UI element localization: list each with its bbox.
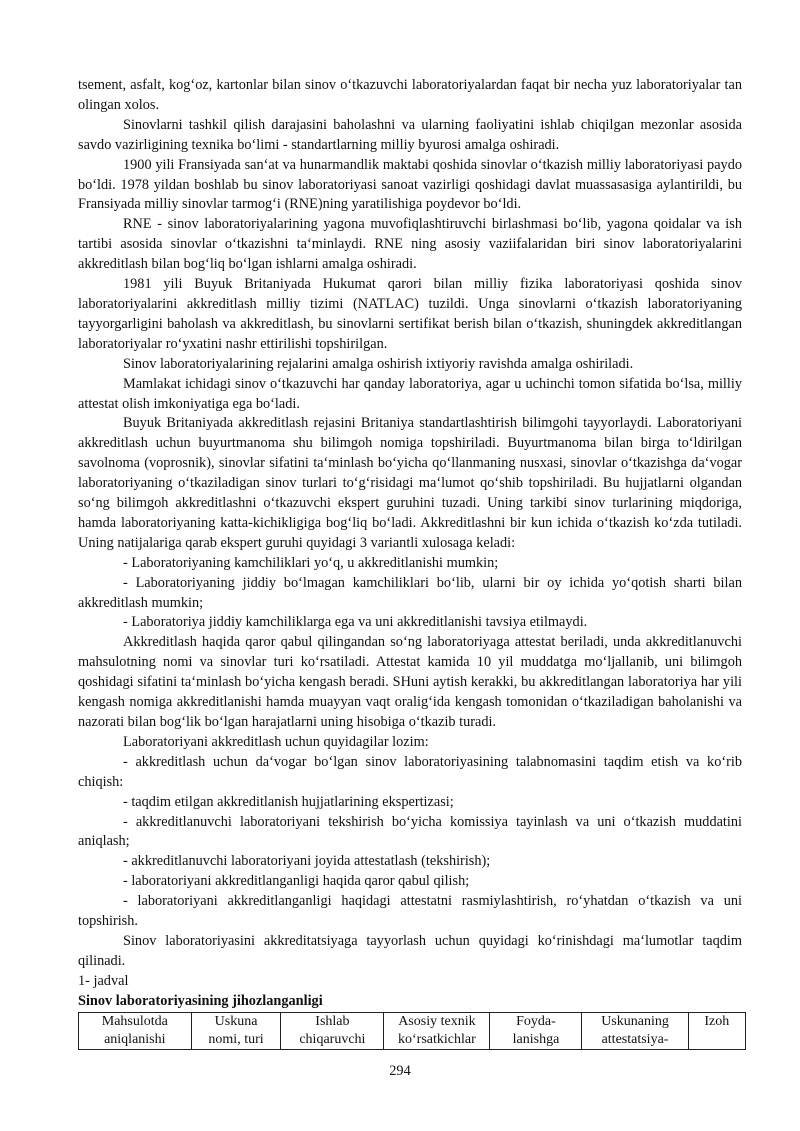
header-line: Asosiy texnik [398, 1013, 476, 1029]
header-line: chiqaruvchi [299, 1031, 366, 1047]
list-item: - Laboratoriyaning kamchiliklari yo‘q, u akkreditlanishi mumkin; [123, 554, 499, 571]
header-line: Ishlab [315, 1013, 350, 1029]
header-line: ko‘rsatkichlar [398, 1031, 476, 1047]
header-line: attestatsiya- [601, 1031, 669, 1047]
header-line: Mahsulotda [101, 1013, 168, 1029]
paragraph: Sinovlarni tashkil qilish darajasini baholashni va ularning faoliyatini ishlab chiqilgan mezonlar asosida savdo vazirligining texnika bo‘limi - standartlarning milliy byurosi amalga oshiradi. [78, 116, 742, 153]
paragraph: tsement, asfalt, kog‘oz, kartonlar bilan sinov o‘tkazuvchi laboratoriyalardan faqat bir necha yuz laboratoriyalar tan olingan xolos. [78, 77, 742, 113]
header-line: Uskuna [214, 1013, 258, 1029]
list-item: - Laboratoriyaning jiddiy bo‘lmagan kamchiliklari bo‘lib, ularni bir oy ichida yo‘qotish sharti bilan akkreditlash mumkin; [78, 574, 742, 611]
paragraph: RNE - sinov laboratoriyalarining yagona muvofiqlashtiruvchi birlashmasi bo‘lib, yagona qoidalar va ish tartibi asosida sinovlar o‘tkazishni ta‘minlaydi. RNE ning asosiy vaziifalaridan biri sinov laboratoriyalarini akkreditlash bilan bog‘liq bo‘lgan ishlarni amalga oshiradi. [78, 216, 742, 273]
paragraph: 1981 yili Buyuk Britaniyada Hukumat qarori bilan milliy fizika laboratoriyasi qoshida sinov laboratoriyalarini akkreditlash milliy tizimi (NATLAC) tuzildi. Unga sinovlarni o‘tkazish laboratoriyaning tayyorgarligini baholash va akkreditlash, bu sinovlarni sertifikat berish bilan o‘tkazish, shuningdek akkreditlangan laboratoriyalar ro‘yxatini nashr ettirilishi topshirilgan. [78, 276, 742, 352]
header-line: aniqlanishi [104, 1031, 166, 1047]
list-item: - akkreditlanuvchi laboratoriyani joyida attestatlash (tekshirish); [123, 853, 491, 870]
table-caption: 1- jadval [78, 972, 129, 989]
header-line: nomi, turi [208, 1031, 264, 1047]
page-number: 294 [389, 1063, 411, 1079]
list-item: - taqdim etilgan akkreditlanish hujjatlarining ekspertizasi; [123, 793, 454, 810]
list-item: - laboratoriyani akkreditlanganligi haqida qaror qabul qilish; [123, 873, 470, 890]
table-header-cell [281, 1012, 384, 1049]
body-text [78, 76, 742, 972]
paragraph: Laboratoriyani akkreditlash uchun quyidagilar lozim: [123, 733, 429, 750]
list-item: - akkreditlanuvchi laboratoriyani tekshirish bo‘yicha komissiya tayinlash va uni o‘tkazish muddatini aniqlash; [78, 813, 742, 850]
table-header-cell [384, 1012, 490, 1049]
paragraph: 1900 yili Fransiyada san‘at va hunarmandlik maktabi qoshida sinovlar o‘tkazish milliy laboratoriyasi paydo bo‘ldi. 1978 yildan boshlab bu sinov laboratoriyasi sanoat vazirligi qoshidagi davlat muassasasiga aylantirildi, bu Fransiyada milliy sinovlar tarmog‘i (RNE)ning yaratilishiga poydevor bo‘ldi. [78, 156, 742, 213]
paragraph: Akkreditlash haqida qaror qabul qilingandan so‘ng laboratoriyaga attestat beriladi, unda akkreditlanuvchi mahsulotning nomi va sinovlar turi ko‘rsatiladi. Attestat kamida 10 yil muddatga mo‘ljallanib, uni bilimgoh qoshidagi sifatini ta‘minlash bo‘yicha kengash beradi. SHuni aytish kerakki, bu akkreditlangan laboratoriya har yili kengash nomiga akkreditlanishi hamda muayyan vaqt oralig‘ida kengash tomonidan o‘tkaziladigan baholanishi va nazorati bilan bog‘lik bo‘lgan harajatlarni uning hisobiga o‘tkazib turadi. [78, 634, 742, 730]
document-page [78, 76, 742, 1050]
paragraph: Mamlakat ichidagi sinov o‘tkazuvchi har qanday laboratoriya, agar u uchinchi tomon sifatida bo‘lsa, milliy attestat olish imkoniyatiga ega bo‘ladi. [78, 375, 742, 412]
paragraph: Buyuk Britaniyada akkreditlash rejasini Britaniya standartlashtirish bilimgohi tayyorlaydi. Laboratoriyani akkreditlash uchun buyurtmanoma shu bilimgoh nomiga topshiriladi. Buyurtmanoma bilan birga to‘ldirilgan savolnoma (voprosnik), sinovlar sifatini ta‘minlash bo‘yicha qo‘llanmaning nusxasi, sinovlar o‘tkazishga da‘vogar laboratoriyaning o‘tkaziladigan sinov turlari to‘g‘risidagi ma‘lumot qo‘shib topshiriladi. Bu hujjatlarni olgandan so‘ng bilimgoh akkreditlashni o‘tkazuvchi ekspert guruhini tuzadi. Uning tarkibi sinov turlarining miqdoriga, hamda laboratoriyaning katta-kichikligiga bog‘liq bo‘ladi. Akkreditlashni bir kun ichida o‘tkazish ko‘zda tutiladi. Uning natijalariga qarab ekspert guruhi quyidagi 3 variantli xulosaga keladi: [78, 415, 742, 551]
table-header-cell [79, 1012, 192, 1049]
table-header-row [79, 1012, 746, 1049]
paragraph: Sinov laboratoriyasini akkreditatsiyaga tayyorlash uchun quyidagi ko‘rinishdagi ma‘lumotlar taqdim qilinadi. [78, 932, 742, 969]
header-line: Uskunaning [601, 1013, 669, 1029]
header-line: Foyda- [516, 1013, 556, 1029]
table-header-cell [582, 1012, 688, 1049]
equipment-table [78, 1012, 746, 1050]
list-item: - akkreditlash uchun da‘vogar bo‘lgan sinov laboratoriyasining talabnomasini taqdim etish va ko‘rib chiqish: [78, 753, 742, 790]
header-line: lanishga [512, 1031, 560, 1047]
table-header-cell [191, 1012, 281, 1049]
header-line: Izoh [704, 1013, 730, 1029]
paragraph: Sinov laboratoriyalarining rejalarini amalga oshirish ixtiyoriy ravishda amalga oshiriladi. [123, 355, 634, 372]
table-header-cell [688, 1012, 745, 1049]
list-item: - Laboratoriya jiddiy kamchiliklarga ega va uni akkreditlanishi tavsiya etilmaydi. [123, 614, 588, 631]
table-header-cell [490, 1012, 582, 1049]
table-title: Sinov laboratoriyasining jihozlanganligi [78, 992, 323, 1009]
list-item: - laboratoriyani akkreditlanganligi haqidagi attestatni rasmiylashtirish, ro‘yhatdan o‘tkazish va uni topshirish. [78, 893, 742, 930]
